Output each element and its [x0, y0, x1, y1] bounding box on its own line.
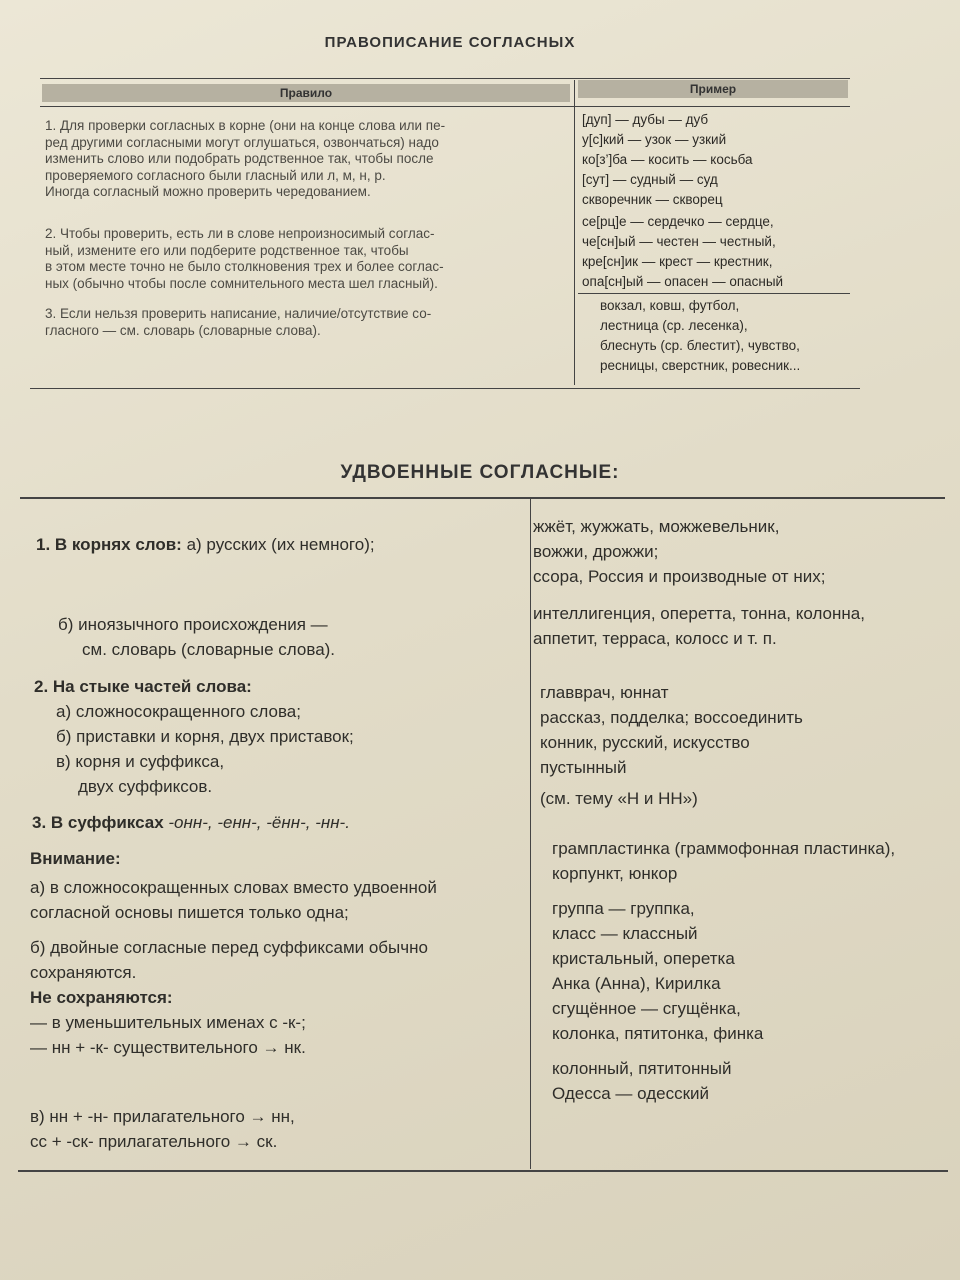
attention-text: сохраняются. [30, 963, 137, 982]
section-title-doubled: УДВОЕННЫЕ СОГЛАСНЫЕ: [340, 462, 620, 483]
example-line: (см. тему «Н и НН») [540, 789, 698, 808]
rule-line: ных (обычно чтобы после сомнительного места шел гласный). [45, 275, 438, 291]
examples-2 [582, 212, 783, 292]
rule-line: проверяемого согласного были гласный или л, м, н, р. [45, 167, 386, 183]
examples-divider [578, 293, 850, 294]
rule-text: б) приставки и корня, двух приставок; [56, 727, 354, 746]
table2-bottom-border [18, 1170, 948, 1172]
example-line: класс — классный [552, 924, 698, 943]
examples2-2 [540, 680, 803, 811]
example-line: корпункт, юнкор [552, 864, 678, 883]
attention-text: — в уменьшительных именах с -к-; [30, 1013, 306, 1032]
example-line: Анка (Анна), Кирилка [552, 974, 721, 993]
attention-text: в) нн + -н- прилагательного → нн, [30, 1107, 295, 1126]
example-line: скворечник — скворец [582, 192, 723, 207]
rule-line: ный, измените его или подберите родственное так, чтобы [45, 242, 409, 258]
rule-text: а) русских (их немного); [186, 535, 375, 554]
rule-1 [45, 118, 570, 201]
attention-text: а) в сложносокращенных словах вместо удвоенной [30, 878, 437, 897]
example-line: колонка, пятитонка, финка [552, 1024, 764, 1043]
examples-1 [582, 110, 753, 210]
examples2-3 [552, 836, 895, 1106]
example-line: колонный, пятитонный [552, 1059, 732, 1078]
example-line: рассказ, подделка; воссоединить [540, 708, 803, 727]
rule-line: Иногда согласный можно проверить чередованием. [45, 184, 371, 199]
attention-text: сс + -ск- прилагательного → ск. [30, 1132, 278, 1151]
example-line: кристальный, оперетка [552, 949, 735, 968]
table1-header-border [40, 106, 850, 107]
rule-heading: 3. В суффиксах [32, 813, 164, 832]
table2-top-border [20, 497, 945, 499]
example-line: опа[сн]ый — опасен — опасный [582, 274, 784, 289]
rule-2 [45, 226, 570, 292]
example-line: лестница (ср. лесенка), [600, 318, 748, 333]
example-line: грампластинка (граммофонная пластинка), [552, 839, 896, 858]
rule-text: см. словарь (словарные слова). [82, 640, 336, 659]
rule-line: 2. Чтобы проверить, есть ли в слове непроизносимый соглас- [45, 226, 435, 241]
example-line: ресницы, сверстник, ровесник... [600, 358, 801, 373]
example-line: конник, русский, искусство [540, 733, 750, 752]
table1-column-divider [574, 80, 575, 385]
rule-line: изменить слово или подобрать родственное так, чтобы после [45, 151, 434, 166]
rule-number: 1. В корнях слов: [36, 535, 182, 554]
table1-top-border [40, 78, 850, 79]
example-line: кре[сн]ик — крест — крестник, [582, 254, 773, 269]
example-line: сгущённое — сгущёнка, [552, 999, 741, 1018]
example-line: [дуп] — дубы — дуб [582, 112, 709, 127]
rule-heading: 2. На стыке частей слова: [34, 677, 252, 696]
example-line: аппетит, терраса, колосс и т. п. [533, 629, 777, 648]
rule-3 [45, 306, 570, 339]
rule2-1 [36, 532, 375, 557]
not-kept-heading: Не сохраняются: [30, 988, 173, 1007]
example-line: вожжи, дрожжи; [533, 542, 659, 561]
rule-text: а) сложносокращенного слова; [56, 702, 301, 721]
example-line: Одесса — одесский [552, 1084, 710, 1103]
example-line: интеллигенция, оперетта, тонна, колонна, [533, 604, 865, 623]
attention-text: — нн + -к- существительного → нк. [30, 1038, 306, 1057]
example-line: группа — группка, [552, 899, 695, 918]
example-line: жжёт, жужжать, можжевельник, [533, 517, 780, 536]
example-line: ссора, Россия и производные от них; [533, 567, 826, 586]
suffix-list: -онн-, -енн-, -ённ-, -нн-. [168, 813, 350, 832]
example-line: ко[з’]ба — косить — косьба [582, 152, 753, 167]
example-line: у[с]кий — узок — узкий [582, 132, 727, 147]
rule-text: б) иноязычного происхождения — [58, 615, 328, 634]
rule-line: гласного — см. словарь (словарные слова). [45, 322, 321, 338]
rule2-1b [58, 612, 335, 662]
rule-line: 3. Если нельзя проверить написание, наличие/отсутствие со- [45, 306, 432, 321]
example-line: [сут] — судный — суд [582, 172, 718, 187]
rule-text: в) корня и суффикса, [56, 752, 225, 771]
rule-line: 1. Для проверки согласных в корне (они на конце слова или пе- [45, 118, 446, 133]
attention-heading: Внимание: [30, 849, 121, 868]
rule-line: в этом месте точно не было столкновения трех и более соглас- [45, 259, 444, 274]
attention-text: б) двойные согласные перед суффиксами обычно [30, 938, 428, 957]
header-rule: Правило [42, 84, 570, 102]
rule2-2 [34, 674, 354, 799]
example-line: вокзал, ковш, футбол, [600, 298, 740, 313]
example-line: пустынный [540, 758, 627, 777]
section-title-spelling: ПРАВОПИСАНИЕ СОГЛАСНЫХ [324, 34, 576, 51]
table2-column-divider [530, 499, 531, 1169]
examples2-1 [533, 514, 865, 651]
header-example: Пример [578, 80, 848, 98]
example-line: се[рц]е — сердечко — сердце, [582, 214, 774, 229]
example-line: главврач, юннат [540, 683, 669, 702]
examples-3 [600, 296, 800, 376]
table1-bottom-border [30, 388, 860, 389]
attention-block [30, 846, 437, 1154]
example-line: че[сн]ый — честен — честный, [582, 234, 776, 249]
example-line: блеснуть (ср. блестит), чувство, [600, 338, 800, 353]
attention-text: согласной основы пишется только одна; [30, 903, 349, 922]
rule2-3 [32, 810, 350, 835]
rule-text: двух суффиксов. [78, 777, 213, 796]
rule-line: ред другими согласными могут оглушаться, озвончаться) надо [45, 134, 439, 150]
